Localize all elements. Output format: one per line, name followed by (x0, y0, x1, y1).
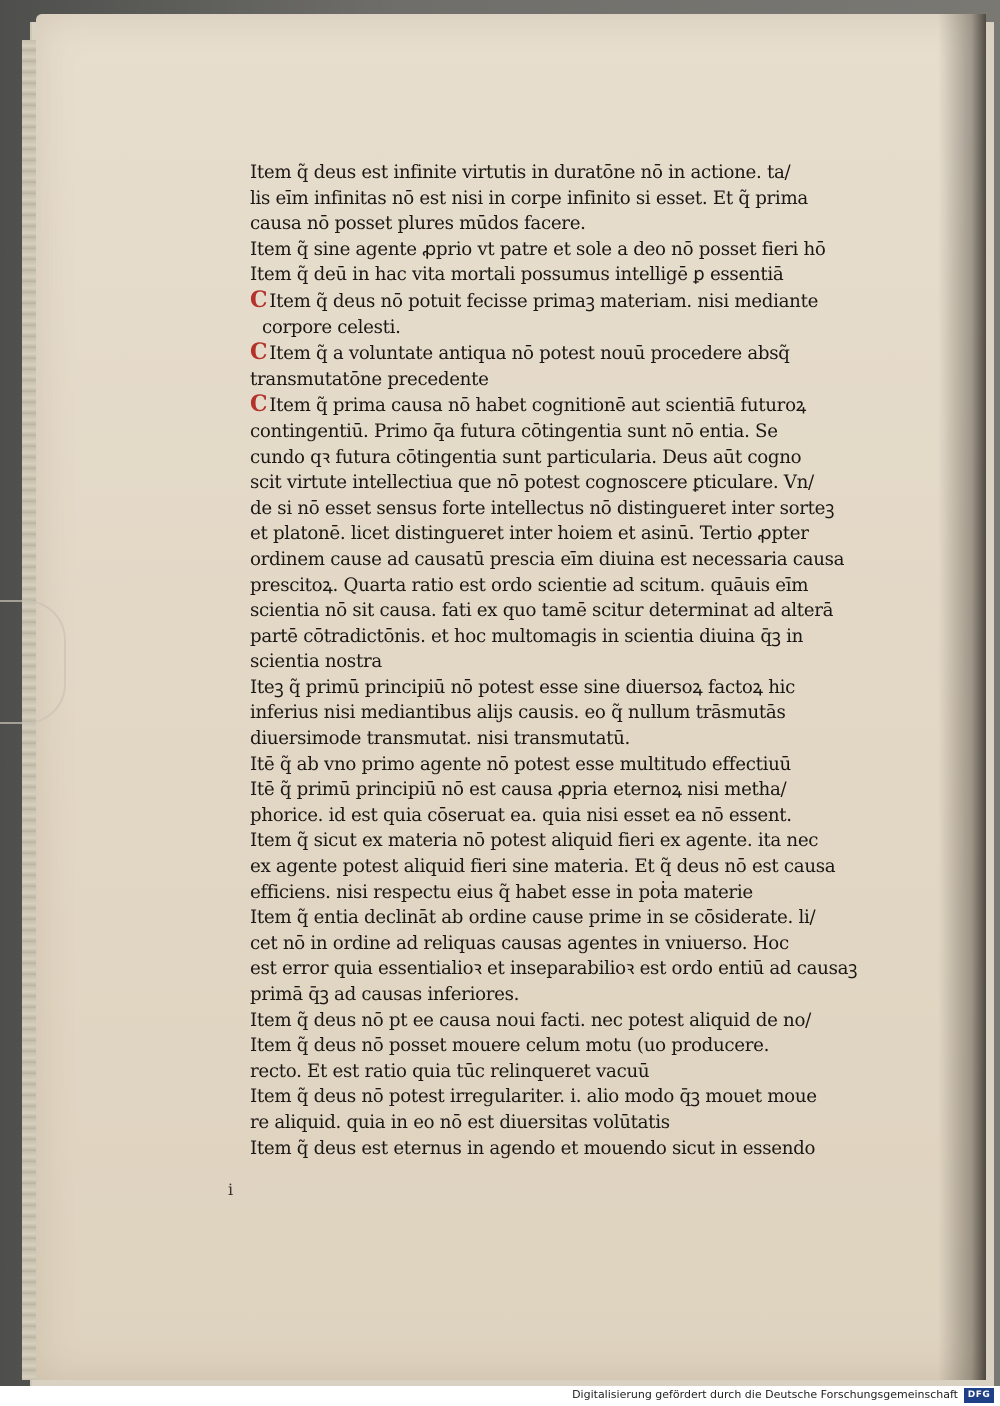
text-line (250, 700, 870, 726)
line-text: scientia nō sit causa. fati ex quo tamē scitur determinat ad alterā (250, 600, 834, 622)
line-text: scit virtute intellectiua que nō potest cognoscere ꝑticulare. Vn/ (250, 472, 814, 494)
line-text: causa nō posset plures mūdos facere. (250, 213, 586, 235)
line-text: ordinem cause ad causatū prescia eīm diuina est necessaria causa (250, 548, 845, 570)
line-text: re aliquid. quia in eo nō est diuersitas volūtatis (250, 1111, 670, 1133)
text-line (250, 1008, 870, 1034)
line-text: Item q̃ deus nō posset mouere celum motu (uo producere. (250, 1035, 770, 1057)
line-text: Item q̃ deū in hac vita mortali possumus intelligē ꝑ essentiā (250, 264, 784, 286)
line-text: diuersimode transmutat. nisi transmutatū. (250, 728, 631, 750)
line-text: primā q̄ꝫ ad causas inferiores. (250, 984, 520, 1005)
text-line (250, 828, 870, 854)
page-tab-mark (0, 600, 66, 724)
line-text: scientia nostra (250, 651, 382, 673)
text-line (250, 1033, 870, 1059)
text-line (250, 777, 870, 803)
line-text: Item q̃ sine agente ꝓprio vt patre et sole a deo nō posset fieri hō (250, 238, 826, 260)
text-line (250, 880, 870, 906)
line-text: Item q̃ prima causa nō habet cognitionē aut scientiā futuroꝝ (269, 395, 806, 417)
line-text: Item q̃ deus est eternus in agendo et mouendo sicut in essendo (250, 1137, 816, 1159)
text-line (250, 186, 870, 212)
text-line (250, 624, 870, 650)
line-text: de si nō esset sensus forte intellectus nō distingueret inter sorteꝫ (250, 497, 835, 519)
line-text: Item q̃ entia declināt ab ordine cause prime in se cōsiderate. li/ (250, 907, 816, 929)
line-text: est error quia essentialioꝛ et inseparabilioꝛ est ordo entiū ad causaꝫ (250, 958, 858, 980)
line-text: cundo qꝛ futura cōtingentia sunt particularia. Deus aūt cogno (250, 446, 802, 468)
line-text: recto. Et est ratio quia tūc relinqueret vacuū (250, 1060, 650, 1082)
text-line (250, 419, 870, 445)
text-line (250, 262, 870, 288)
text-line (250, 649, 870, 675)
spine-shadow (938, 14, 986, 1380)
line-text: Item q̃ deus nō potuit fecisse primaꝫ materiam. nisi mediante (269, 290, 819, 312)
line-text: prescitoꝝ. Quarta ratio est ordo scientie ad scitum. quāuis eīm (250, 574, 809, 596)
line-text: corpore celesti. (262, 316, 401, 338)
text-line (250, 905, 870, 931)
line-text: efficiens. nisi respectu eius q̃ habet esse in poṫa materie (250, 881, 753, 903)
text-line (250, 392, 870, 419)
text-line (250, 1084, 870, 1110)
text-line (250, 931, 870, 957)
footer-credit: Digitalisierung gefördert durch die Deutsche Forschungsgemeinschaft (572, 1388, 958, 1401)
line-text: Itē q̃ primū principiū nō est causa ꝓpria eternoꝝ nisi metha/ (250, 779, 787, 801)
text-line (250, 1059, 870, 1085)
text-line (250, 160, 870, 186)
line-text: Iteꝫ q̃ primū principiū nō potest esse sine diuersoꝝ factoꝝ hic (250, 676, 796, 698)
text-line (250, 211, 870, 237)
text-line (250, 573, 870, 599)
text-line (250, 521, 870, 547)
text-line (250, 496, 870, 522)
text-line (250, 237, 870, 263)
text-line (250, 288, 870, 315)
line-text: et platonē. licet distingueret inter hoiem et asinū. Tertio ꝓpter (250, 523, 809, 545)
rubric-initial: C (250, 339, 268, 366)
text-line (250, 445, 870, 471)
line-text: contingentiū. Primo q̄a futura cōtingentia sunt nō entia. Se (250, 420, 778, 442)
line-text: Item q̃ deus est infinite virtutis in duratōne nō in actione. ta/ (250, 162, 791, 183)
rubric-initial: C (250, 391, 268, 418)
line-text: Itē q̃ ab vno primo agente nō potest esse multitudo effectiuū (250, 753, 791, 775)
line-text: Item q̃ sicut ex materia nō potest aliquid fieri ex agente. ita nec (250, 830, 819, 852)
line-text: Item q̃ deus nō pt ee causa noui facti. nec potest aliquid de no/ (250, 1009, 811, 1031)
text-line (250, 598, 870, 624)
text-line (250, 752, 870, 778)
page-mark: i (228, 1180, 234, 1199)
text-line (250, 726, 870, 752)
line-text: Item q̃ a voluntate antiqua nō potest nouū procedere absq̃ (269, 343, 790, 365)
text-line (250, 956, 870, 982)
line-text: phorice. id est quia cōseruat ea. quia nisi esset ea nō essent. (250, 804, 792, 826)
text-line (250, 803, 870, 829)
text-line (250, 675, 870, 701)
text-line (250, 982, 870, 1008)
line-text: ex agente potest aliquid fieri sine materia. Et q̃ deus nō est causa (250, 856, 836, 878)
line-text: cet nō in ordine ad reliquas causas agentes in vniuerso. Hoc (250, 932, 789, 954)
line-text: partē cōtradictōnis. et hoc multomagis in scientia diuina q̄ꝫ in (250, 625, 804, 647)
text-line (250, 470, 870, 496)
text-line (250, 854, 870, 880)
line-text: Item q̃ deus nō potest irregulariter. i. alio modo q̄ꝫ mouet moue (250, 1086, 817, 1108)
text-line (250, 367, 870, 393)
rubric-initial: C (250, 286, 268, 313)
line-text: transmutatōne precedente (250, 368, 489, 390)
line-text: inferius nisi mediantibus alijs causis. eo q̃ nullum trāsmutās (250, 702, 786, 724)
dfg-logo: DFG (964, 1388, 994, 1403)
text-line (250, 547, 870, 573)
text-block (250, 160, 870, 1161)
text-line (250, 1110, 870, 1136)
text-line (250, 1136, 870, 1162)
text-line (250, 315, 870, 341)
line-text: lis eīm infinitas nō est nisi in corpe infinito si esset. Et q̃ prima (250, 187, 808, 209)
text-line (250, 340, 870, 367)
